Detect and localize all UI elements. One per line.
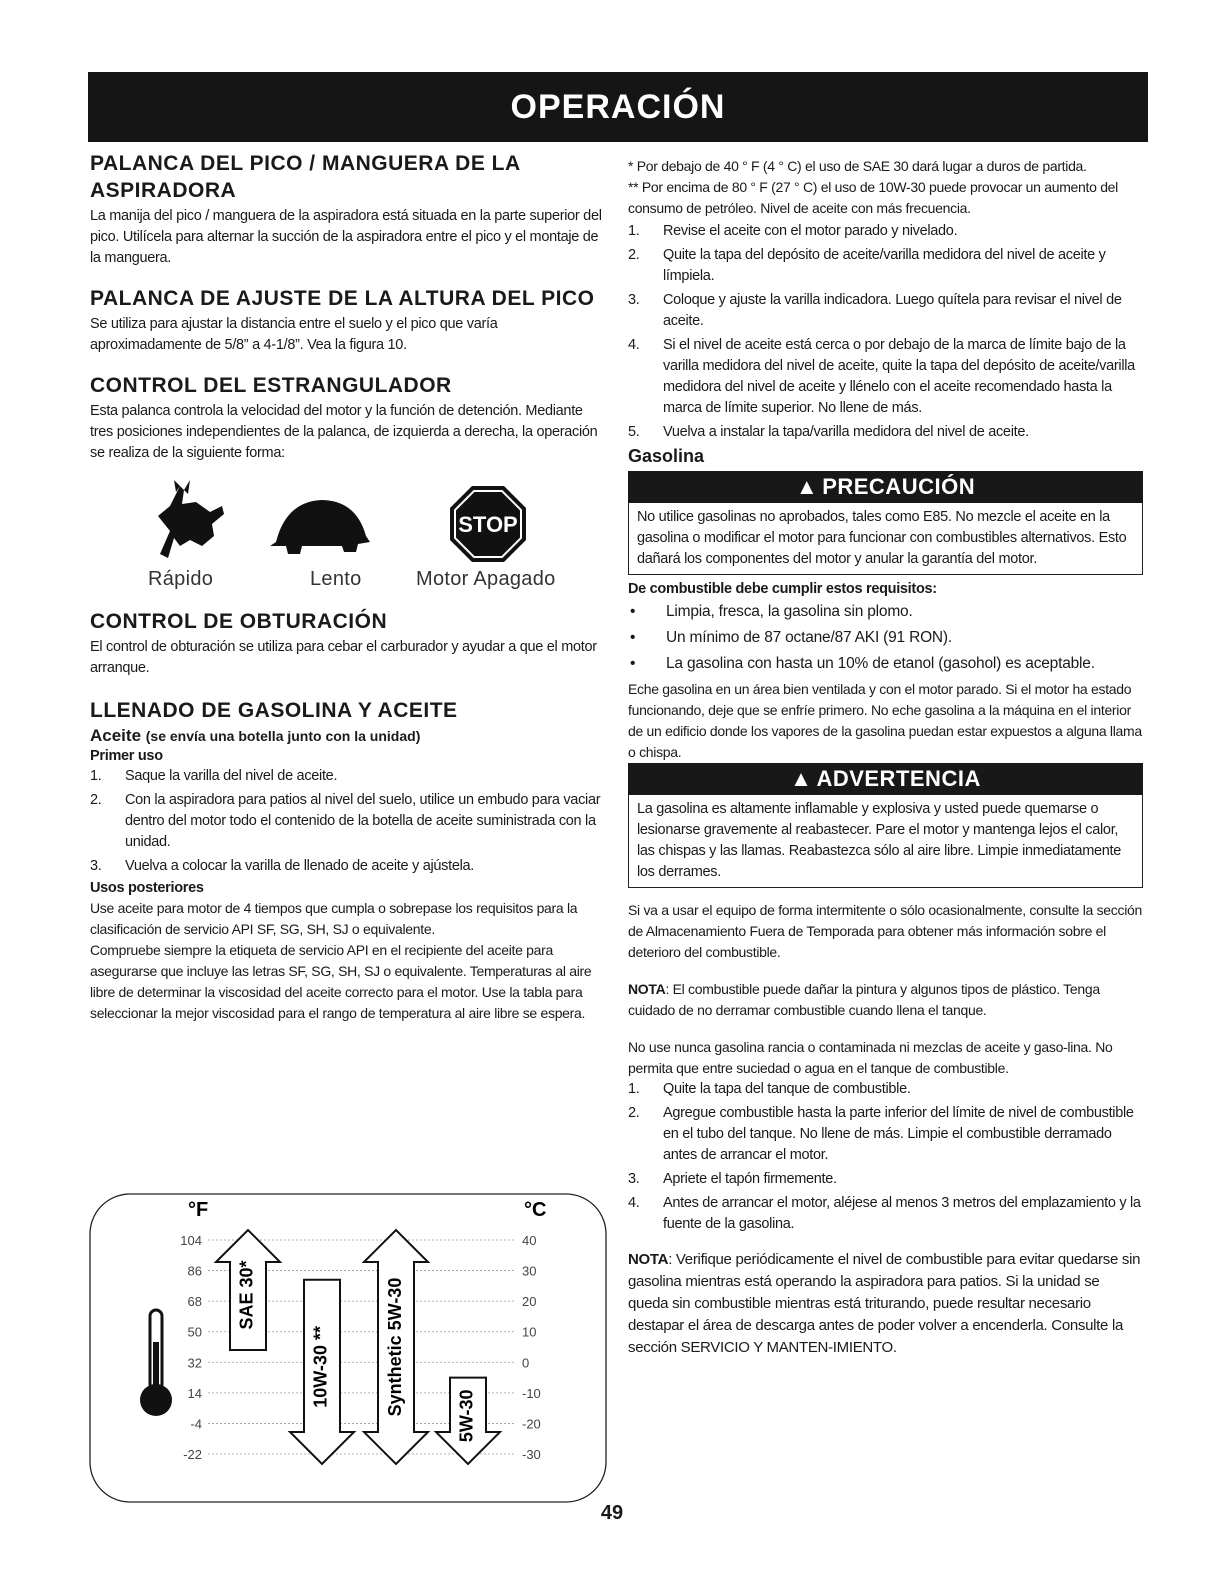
section-banner <box>88 72 1148 142</box>
oil-check-steps <box>628 221 1143 443</box>
gasolina-heading: Gasolina <box>628 446 705 466</box>
list-item: 3. Apriete el tapón firmemente. <box>628 1171 837 1187</box>
heading-llenado: LLENADO DE GASOLINA Y ACEITE <box>90 699 458 722</box>
fahrenheit-tick-label: 68 <box>187 1294 202 1310</box>
nota-1: NOTA: El combustible puede dañar la pintura y algunos tipos de plástico. Tenga cuidado de no derramar combustible cuando llena el tanque. <box>628 981 1100 1018</box>
section-obturacion <box>90 608 605 679</box>
label-motor-apagado: Motor Apagado <box>416 568 556 590</box>
viscosity-series-label: Synthetic 5W-30 <box>384 1277 405 1417</box>
list-item: 1. Saque la varilla del nivel de aceite. <box>90 768 338 784</box>
fahrenheit-tick-label: 104 <box>180 1233 202 1248</box>
fahrenheit-tick-label: 14 <box>187 1385 202 1401</box>
list-item: 4. Si el nivel de aceite está cerca o por debajo de la marca de límite bajo de la varilla medidora del nivel de aceite, quite la tapa del depósito de aceite/varilla medidora del nivel de aceite y llénelo con el aceite recomendado hasta la marca de límite superior. No llene de más. <box>628 337 1135 416</box>
advertencia-box <box>628 763 1143 888</box>
viscosity-series-label: 5W-30 <box>456 1389 477 1443</box>
text-estrangulador: Esta palanca controla la velocidad del motor y la función de detención. Mediante tres posiciones independientes de la palanca, de izquierda a derecha, la operación se realiza de la siguiente forma: <box>90 403 598 461</box>
celsius-tick-label: 10 <box>522 1324 537 1340</box>
list-item: 5. Vuelva a instalar la tapa/varilla medidora del nivel de aceite. <box>628 424 1029 440</box>
warning-triangle-icon: ▲ <box>790 766 813 791</box>
precaucion-box <box>628 471 1143 575</box>
section-llenado <box>90 697 605 1024</box>
aceite-heading <box>90 726 605 746</box>
advertencia-text: La gasolina es altamente inflamable y explosiva y usted puede quemarse o lesionarse gravemente al reabastecer. Pare el motor y mantenga lejos el calor, las chispas y las llamas. Reabastezca sólo al aire libre. Limpie inmediatamente los derrames. <box>628 795 1143 888</box>
label-lento: Lento <box>310 568 362 590</box>
viscosity-chart <box>88 1192 608 1504</box>
list-item: 4. Antes de arrancar el motor, aléjese al menos 3 metros del emplazamiento y la fuente de la gasolina. <box>628 1195 1141 1232</box>
celsius-unit-label: °C <box>524 1199 547 1221</box>
heading-obturacion: CONTROL DE OBTURACIÓN <box>90 610 388 633</box>
celsius-tick-label: -10 <box>522 1385 541 1401</box>
list-item: 3. Coloque y ajuste la varilla indicadora. Luego quítela para revisar el nivel de aceite. <box>628 292 1122 329</box>
list-item: 2. Quite la tapa del depósito de aceite/varilla medidora del nivel de aceite y límpiela. <box>628 247 1106 284</box>
list-item: • Un mínimo de 87 octane/87 AKI (91 RON). <box>628 625 1143 651</box>
celsius-tick-label: 20 <box>522 1294 537 1310</box>
celsius-tick-label: -20 <box>522 1416 541 1432</box>
usos-text-2: Compruebe siempre la etiqueta de servicio API en el recipiente del aceite para asegurarse que incluye las letras SF, SG, SH, SJ o equivalente. Temperaturas al aire libre de determinar la viscosidad del aceite correcto para el motor. Use la tabla para seleccionar la mejor viscosidad para el rango de temperatura al aire libre se espera. <box>90 942 592 1021</box>
viscosity-chart-svg <box>88 1192 608 1504</box>
fuel-steps <box>628 1079 1143 1235</box>
precaucion-text: No utilice gasolinas no aprobados, tales como E85. No mezcle el aceite en la gasolina o modificar el motor para funcionar con combustibles alternativos. Esto dañará los componentes del motor y anular la garantía del motor. <box>628 503 1143 575</box>
page-title: OPERACIÓN <box>510 87 726 126</box>
aceite-title: Aceite <box>90 726 142 745</box>
intermitente-text: Si va a usar el equipo de forma intermitente o sólo ocasionalmente, consulte la sección de Almacenamiento Fuera de Temporada para obtener más información sobre el deterioro del combustible. <box>628 902 1142 960</box>
advertencia-banner <box>628 763 1143 795</box>
list-item: 2. Con la aspiradora para patios al nivel del suelo, utilice un embudo para vaciar dentro del motor todo el contenido de la botella de aceite suministrada con la unidad. <box>90 792 601 850</box>
rancia-text: No use nunca gasolina rancia o contaminada ni mezclas de aceite y gaso-lina. No permita que entre suciedad o agua en el tanque de combustible. <box>628 1039 1113 1076</box>
rabbit-icon <box>140 476 230 566</box>
celsius-tick-label: -30 <box>522 1447 541 1462</box>
requisitos-list <box>628 599 1143 677</box>
viscosity-series-label: SAE 30* <box>236 1260 257 1330</box>
list-item: 2. Agregue combustible hasta la parte inferior del límite de nivel de combustible en el tubo del tanque. No llene de más. Limpie el combustible derramado antes de arrancar el motor. <box>628 1105 1134 1163</box>
fahrenheit-tick-label: 32 <box>187 1355 202 1371</box>
left-column <box>90 150 605 1040</box>
aceite-note: (se envía una botella junto con la unidad) <box>145 728 421 744</box>
celsius-tick-label: 30 <box>522 1263 537 1279</box>
section-estrangulador <box>90 372 605 602</box>
fahrenheit-tick-label: -4 <box>190 1416 202 1432</box>
list-item: • La gasolina con hasta un 10% de etanol (gasohol) es aceptable. <box>628 651 1143 677</box>
list-item: 1. Revise el aceite con el motor parado y nivelado. <box>628 223 958 239</box>
eche-text: Eche gasolina en un área bien ventilada y con el motor parado. Si el motor ha estado funcionando, deje que se enfríe primero. No eche gasolina a la máquina en el interior de un edificio donde los vapores de la gasolina puedan estar expuestos a alguna llama o chispa. <box>628 681 1142 760</box>
text-pico: La manija del pico / manguera de la aspiradora está situada en la parte superior del pico. Utilícela para alternar la succión de la aspiradora entre el pico y el montaje de la manguera. <box>90 208 602 266</box>
throttle-icons <box>90 472 605 602</box>
heading-estrangulador: CONTROL DEL ESTRANGULADOR <box>90 374 452 397</box>
fahrenheit-tick-label: 86 <box>187 1263 202 1279</box>
precaucion-banner <box>628 471 1143 503</box>
fahrenheit-tick-label: -22 <box>183 1447 202 1462</box>
primer-uso-steps <box>90 766 605 877</box>
heading-altura: PALANCA DE AJUSTE DE LA ALTURA DEL PICO <box>90 287 595 310</box>
stop-sign-text: STOP <box>458 512 518 537</box>
celsius-tick-label: 40 <box>522 1233 537 1248</box>
usos-text-1: Use aceite para motor de 4 tiempos que cumpla o sobrepase los requisitos para la clasificación de servicio API SF, SG, SH, SJ o equivalente. <box>90 900 578 937</box>
fahrenheit-tick-label: 50 <box>187 1324 202 1340</box>
list-item: 3. Vuelva a colocar la varilla de llenado de aceite y ajústela. <box>90 858 475 874</box>
thermometer-fill <box>153 1342 159 1392</box>
advertencia-title: ADVERTENCIA <box>816 766 981 791</box>
heading-pico: PALANCA DEL PICO / MANGUERA DE LA ASPIRADORA <box>90 152 520 202</box>
warning-triangle-icon: ▲ <box>795 474 819 499</box>
primer-uso-heading: Primer uso <box>90 748 163 764</box>
list-item: • Limpia, fresca, la gasolina sin plomo. <box>628 599 1143 625</box>
page-number: 49 <box>600 1502 624 1524</box>
precaucion-title: PRECAUCIÓN <box>822 474 976 499</box>
section-altura <box>90 285 605 356</box>
stop-sign-icon <box>448 484 528 564</box>
nota-2: NOTA: Verifique periódicamente el nivel de combustible para evitar quedarse sin gasolina mientras está operando la aspiradora para patios. Si la unidad se queda sin combustible mientras está triturando, puede resultar necesario destapar el área de descarga antes de poder volver a encenderla. Consulte la sección SERVICIO Y MANTEN-IMIENTO. <box>628 1251 1141 1356</box>
turtle-icon <box>266 492 376 562</box>
footnote-sae30: * Por debajo de 40 ° F (4 ° C) el uso de SAE 30 dará lugar a duros de partida. <box>628 158 1087 174</box>
text-obturacion: El control de obturación se utiliza para cebar el carburador y ayudar a que el motor arranque. <box>90 639 597 676</box>
text-altura: Se utiliza para ajustar la distancia entre el suelo y el pico que varía aproximadamente de 5/8” a 4-1/8”. Vea la figura 10. <box>90 316 498 353</box>
section-pico <box>90 150 605 269</box>
fahrenheit-unit-label: °F <box>188 1199 209 1221</box>
list-item: 1. Quite la tapa del tanque de combustible. <box>628 1081 911 1097</box>
celsius-tick-label: 0 <box>522 1355 530 1371</box>
right-column <box>628 156 1143 1359</box>
requisitos-heading: De combustible debe cumplir estos requisitos: <box>628 581 937 597</box>
footnote-10w30: ** Por encima de 80 ° F (27 ° C) el uso de 10W-30 puede provocar un aumento del consumo de petróleo. Nivel de aceite con más frecuencia. <box>628 179 1118 216</box>
label-rapido: Rápido <box>148 568 214 590</box>
viscosity-series-label: 10W-30 ** <box>310 1326 331 1408</box>
usos-heading: Usos posteriores <box>90 880 204 896</box>
